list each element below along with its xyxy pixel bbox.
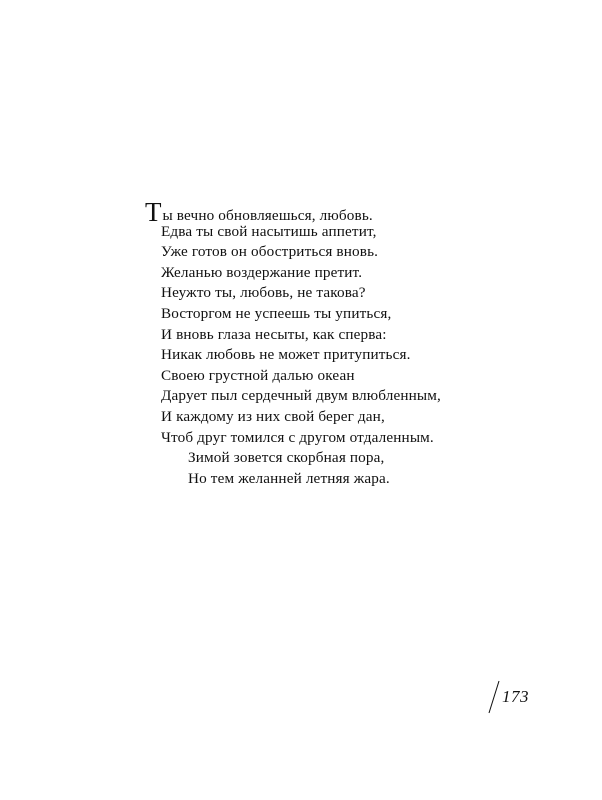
- poem-line-12: Чтоб друг томился с другом отдаленным.: [161, 428, 434, 446]
- page-number: 173: [502, 687, 529, 706]
- page-number-folio: [486, 680, 546, 714]
- poem-line-13: Зимой зовется скорбная пора,: [188, 449, 385, 467]
- poem-line-7: И вновь глаза несыты, как сперва:: [161, 325, 387, 343]
- drop-cap: Т: [145, 197, 162, 227]
- poem-line-14: Но тем желанней летняя жара.: [188, 469, 390, 487]
- poem-line-10: Дарует пыл сердечный двум влюбленным,: [161, 387, 441, 405]
- poem-line-3: Уже готов он обостриться вновь.: [161, 243, 379, 261]
- poem-line-1: [145, 197, 565, 227]
- poem-line-11: И каждому из них свой берег дан,: [161, 407, 385, 425]
- poem-line-4: Желанью воздержание претит.: [161, 263, 363, 281]
- folio-slash-mark: [486, 680, 502, 714]
- poem-line-6: Восторгом не успеешь ты упиться,: [161, 304, 392, 322]
- first-line-text: ы вечно обновляешься, любовь.: [162, 207, 373, 224]
- poem-line-2: Едва ты свой насытишь аппетит,: [161, 222, 377, 240]
- poem-line-5: Неужто ты, любовь, не такова?: [161, 284, 366, 302]
- poem: [145, 197, 565, 489]
- poem-line-8: Никак любовь не может притупиться.: [161, 346, 411, 364]
- poem-line-9: Своею грустной далью океан: [161, 366, 355, 384]
